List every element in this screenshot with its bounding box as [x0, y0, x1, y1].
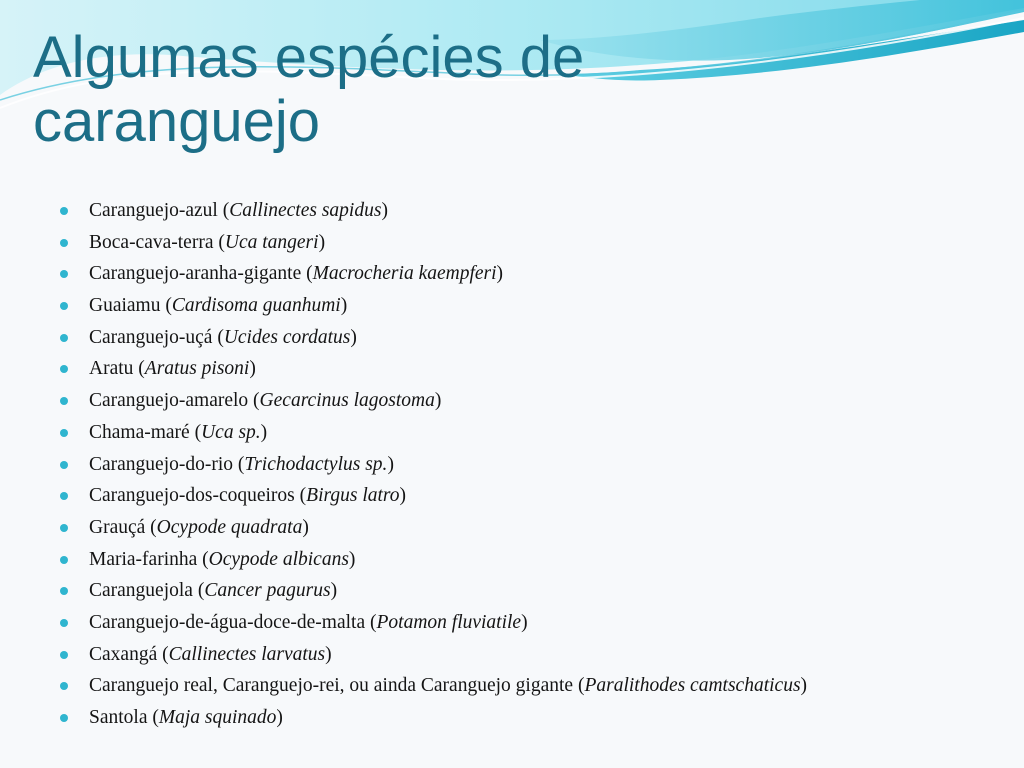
bullet-icon	[60, 619, 68, 627]
species-common-name: Boca-cava-terra	[89, 231, 214, 253]
species-scientific-name: Paralithodes camtschaticus	[584, 675, 801, 697]
species-scientific-name: Birgus latro	[306, 485, 400, 507]
list-item: Caranguejo-amarelo (Gecarcinus lagostoma)	[60, 385, 1010, 417]
species-scientific-name: Cardisoma guanhumi	[171, 295, 341, 317]
list-item: Grauçá (Ocypode quadrata)	[60, 512, 1010, 544]
species-common-name: Caranguejo-uçá	[89, 326, 213, 348]
species-common-name: Caranguejo-de-água-doce-de-malta	[89, 611, 366, 633]
species-common-name: Caranguejo-amarelo	[89, 390, 249, 412]
species-common-name: Caxangá	[89, 643, 158, 665]
species-common-name: Maria-farinha	[89, 548, 198, 570]
species-common-name: Caranguejo-do-rio	[89, 453, 234, 475]
list-item: Caranguejo real, Caranguejo-rei, ou ainda Caranguejo gigante (Paralithodes camtschaticus)	[60, 670, 1010, 702]
list-item: Caranguejo-uçá (Ucides cordatus)	[60, 322, 1010, 354]
species-common-name: Caranguejo real, Caranguejo-rei, ou ainda Caranguejo gigante	[89, 675, 574, 697]
species-common-name: Caranguejo-aranha-gigante	[89, 263, 302, 285]
species-common-name: Caranguejola	[89, 580, 193, 602]
list-item: Caxangá (Callinectes larvatus)	[60, 639, 1010, 671]
species-scientific-name: Macrocheria kaempferi	[312, 263, 497, 285]
title-line-1: Algumas espécies de	[33, 25, 585, 90]
species-scientific-name: Uca tangeri	[224, 231, 319, 253]
list-item: Caranguejo-aranha-gigante (Macrocheria kaempferi)	[60, 258, 1010, 290]
species-scientific-name: Ucides cordatus	[223, 326, 351, 348]
bullet-icon	[60, 397, 68, 405]
bullet-icon	[60, 556, 68, 564]
species-scientific-name: Aratus pisoni	[144, 358, 250, 380]
list-item: Aratu (Aratus pisoni)	[60, 353, 1010, 385]
species-common-name: Grauçá	[89, 516, 146, 538]
species-scientific-name: Callinectes sapidus	[229, 200, 382, 221]
list-item: Caranguejo-dos-coqueiros (Birgus latro)	[60, 480, 1010, 512]
list-item: Caranguejo-de-água-doce-de-malta (Potamon fluviatile)	[60, 607, 1010, 639]
species-common-name: Caranguejo-dos-coqueiros	[89, 485, 295, 507]
bullet-icon	[60, 524, 68, 532]
bullet-icon	[60, 714, 68, 722]
list-item: Guaiamu (Cardisoma guanhumi)	[60, 290, 1010, 322]
list-item: Maria-farinha (Ocypode albicans)	[60, 544, 1010, 576]
bullet-icon	[60, 429, 68, 437]
bullet-icon	[60, 270, 68, 278]
species-common-name: Chama-maré	[89, 421, 190, 443]
list-item: Santola (Maja squinado)	[60, 702, 1010, 734]
bullet-icon	[60, 334, 68, 342]
species-scientific-name: Callinectes larvatus	[168, 643, 326, 665]
bullet-icon	[60, 302, 68, 310]
species-scientific-name: Uca sp.	[201, 421, 261, 443]
bullet-icon	[60, 461, 68, 469]
species-scientific-name: Ocypode albicans	[208, 548, 349, 570]
species-common-name: Santola	[89, 707, 148, 728]
species-scientific-name: Maja squinado	[158, 707, 277, 728]
species-scientific-name: Potamon fluviatile	[376, 611, 522, 633]
bullet-icon	[60, 587, 68, 595]
bullet-icon	[60, 239, 68, 247]
bullet-icon	[60, 682, 68, 690]
species-common-name: Guaiamu	[89, 295, 161, 317]
species-scientific-name: Ocypode quadrata	[156, 516, 303, 538]
list-item: Chama-maré (Uca sp.)	[60, 417, 1010, 449]
list-item: Boca-cava-terra (Uca tangeri)	[60, 227, 1010, 259]
bullet-icon	[60, 651, 68, 659]
species-common-name: Aratu	[89, 358, 134, 380]
list-item: Caranguejola (Cancer pagurus)	[60, 575, 1010, 607]
species-list	[60, 195, 1010, 734]
page-title	[33, 26, 973, 154]
list-item: Caranguejo-do-rio (Trichodactylus sp.)	[60, 449, 1010, 481]
list-item: Caranguejo-azul (Callinectes sapidus)	[60, 195, 1010, 227]
title-line-2: caranguejo	[33, 89, 320, 154]
bullet-icon	[60, 365, 68, 373]
species-common-name: Caranguejo-azul	[89, 200, 218, 221]
species-scientific-name: Gecarcinus lagostoma	[259, 390, 435, 412]
bullet-icon	[60, 492, 68, 500]
species-scientific-name: Trichodactylus sp.	[244, 453, 388, 475]
species-scientific-name: Cancer pagurus	[204, 580, 331, 602]
bullet-icon	[60, 207, 68, 215]
